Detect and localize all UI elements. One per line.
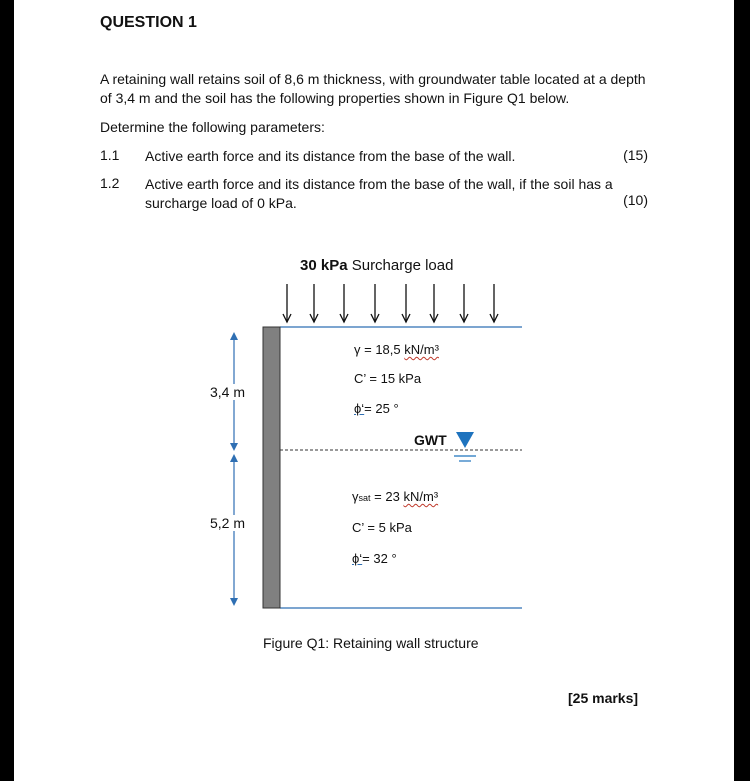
surcharge-label xyxy=(300,257,453,274)
gamma-unit: kN/m³ xyxy=(403,489,439,504)
dimension-arrow xyxy=(230,332,238,340)
document-page xyxy=(14,0,734,781)
upper-cohesion: C’ = 15 kPa xyxy=(354,371,422,386)
phi-symbol: ϕ‘ xyxy=(352,551,363,566)
figure-caption: Figure Q1: Retaining wall structure xyxy=(263,635,479,651)
dimension-arrow xyxy=(230,598,238,606)
gamma-unit: kN/m³ xyxy=(404,342,439,357)
upper-depth-label: 3,4 m xyxy=(210,384,246,400)
part-text: Active earth force and its distance from the base of the wall, if the soil has a surcharge load of 0 kPa. xyxy=(145,176,613,211)
lower-unit-weight xyxy=(352,489,438,504)
lower-depth-label: 5,2 m xyxy=(210,515,246,531)
part-number: 1.2 xyxy=(100,175,120,191)
surcharge-arrows xyxy=(283,284,498,322)
upper-unit-weight xyxy=(354,342,439,357)
surcharge-value: 30 kPa xyxy=(300,257,348,274)
gamma-value: = 18,5 xyxy=(364,342,401,357)
part-marks: (10) xyxy=(623,192,648,208)
dimension-arrow xyxy=(230,443,238,451)
dimension-arrow xyxy=(230,454,238,462)
gamma-symbol: γ xyxy=(352,489,359,504)
lower-friction-angle xyxy=(352,551,397,566)
question-intro: A retaining wall retains soil of 8,6 m thickness, with groundwater table located at a depth of 3,4 m and the soil has the following properties shown in Figure Q1 below. xyxy=(100,71,646,106)
upper-friction-angle xyxy=(354,401,399,416)
retaining-wall-diagram xyxy=(14,0,734,781)
gwt-triangle-icon xyxy=(456,432,474,448)
gamma-value: = 23 xyxy=(374,489,400,504)
gamma-symbol: γ xyxy=(354,342,361,357)
gamma-subscript: sat xyxy=(358,493,371,503)
part-number: 1.1 xyxy=(100,147,120,163)
phi-symbol: ϕ‘ xyxy=(354,401,365,416)
part-text: Active earth force and its distance from the base of the wall. xyxy=(145,148,516,164)
retaining-wall xyxy=(263,327,280,608)
question-title: QUESTION 1 xyxy=(100,14,197,31)
phi-value: = 32 ° xyxy=(362,551,397,566)
gwt-label: GWT xyxy=(414,432,447,448)
total-marks: [25 marks] xyxy=(568,690,639,706)
part-marks: (15) xyxy=(623,147,648,163)
lower-cohesion: C’ = 5 kPa xyxy=(352,520,412,535)
determine-instruction: Determine the following parameters: xyxy=(100,119,325,135)
phi-value: = 25 ° xyxy=(364,401,399,416)
surcharge-text: Surcharge load xyxy=(351,257,454,274)
